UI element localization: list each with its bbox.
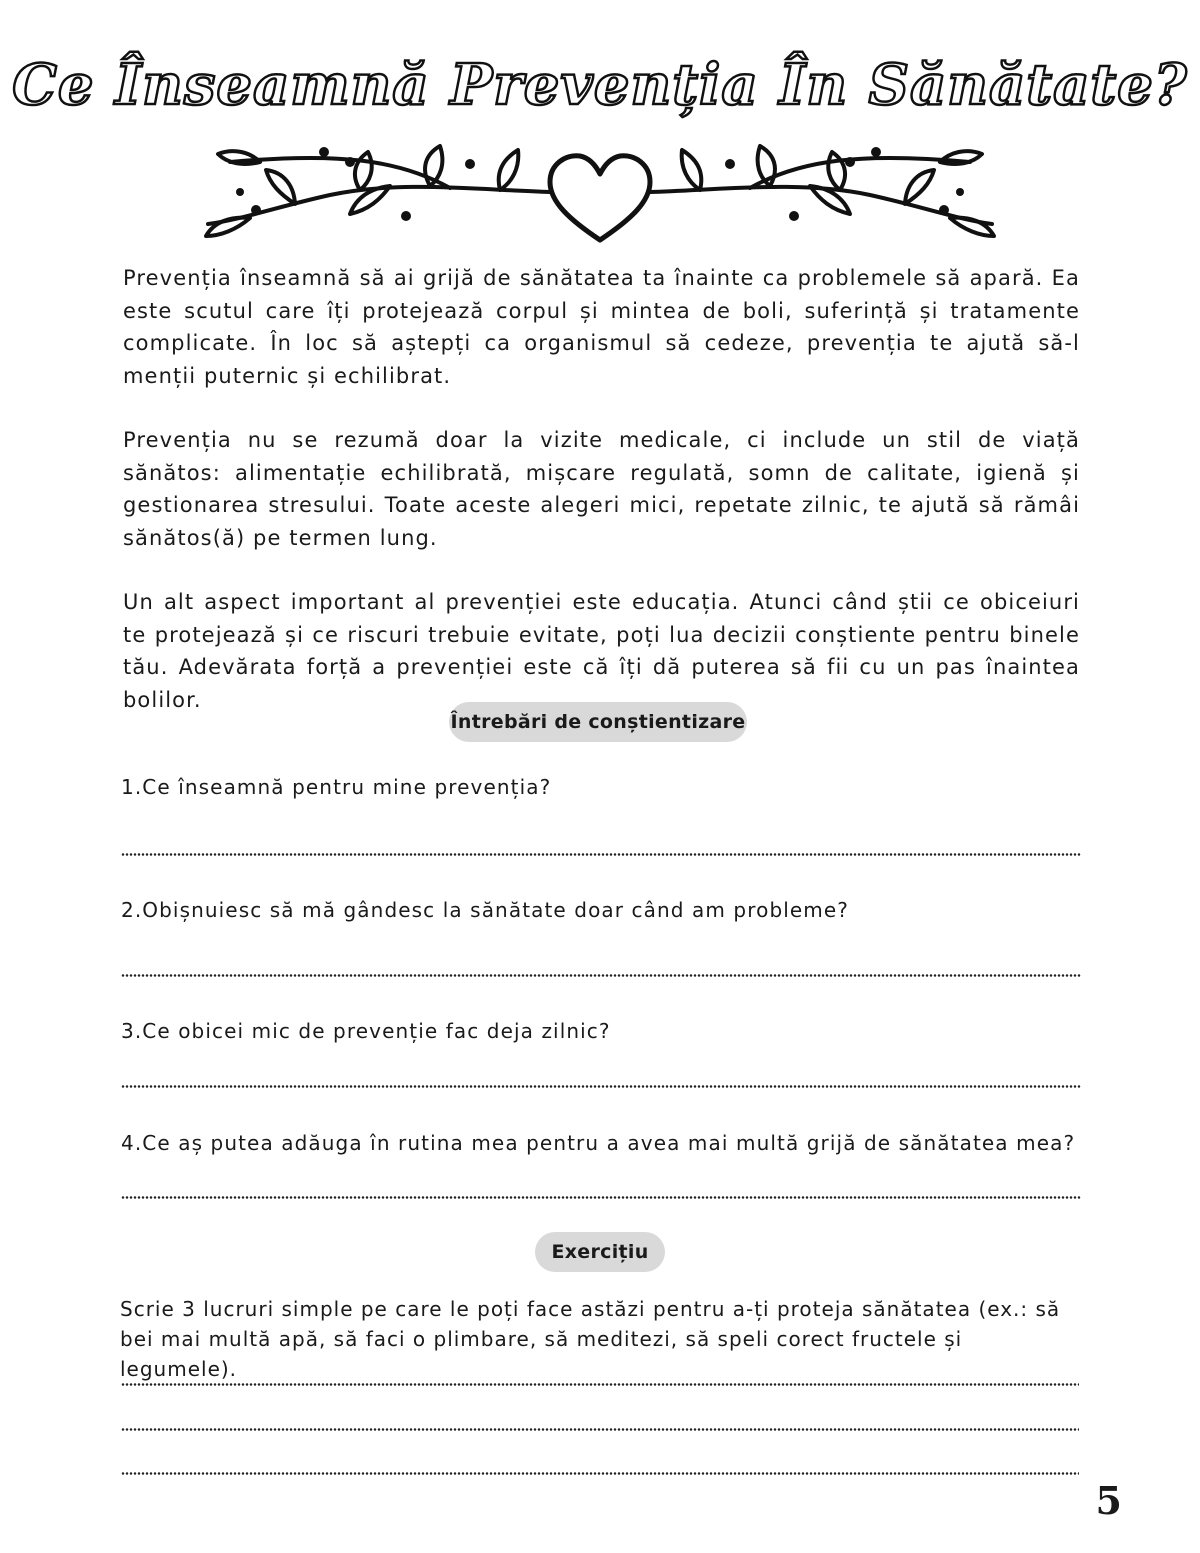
lifestyle-paragraph: Prevenția nu se rezumă doar la vizite medicale, ci include un stil de viață sănătos: alimentație echilibrată, mișcare regulată, somn de calitate, igienă și gestionarea stresului. Toate aceste alegeri mici, repetate zilnic, te ajută să rămâi sănătos(ă) pe termen lung.	[123, 428, 1080, 550]
page-number: 5	[1095, 1478, 1122, 1523]
heart-vine-ornament-icon	[200, 140, 1000, 250]
exercise-line-1[interactable]	[121, 1383, 1079, 1386]
answer-line-2[interactable]	[121, 974, 1081, 977]
answer-line-1[interactable]	[121, 853, 1081, 856]
question-4: 4.Ce aș putea adăuga în rutina mea pentru a avea mai multă grijă de sănătatea mea?	[121, 1131, 1076, 1155]
exercise-instructions: Scrie 3 lucruri simple pe care le poți face astăzi pentru a-ți proteja sănătatea (ex.: să bei mai multă apă, să faci o plimbare, să meditezi, să speli corect fructele și legumele).	[120, 1297, 1061, 1381]
answer-line-4[interactable]	[121, 1196, 1081, 1199]
question-3: 3.Ce obicei mic de prevenție fac deja zilnic?	[121, 1019, 611, 1043]
question-1: 1.Ce înseamnă pentru mine prevenția?	[121, 775, 552, 799]
intro-paragraph: Prevenția înseamnă să ai grijă de sănătatea ta înainte ca problemele să apară. Ea este scutul care îți protejează corpul și mintea de boli, suferință și tratamente complicate. În loc să aștepți ca organismul să cedeze, prevenția te ajută să-l menții puternic și echilibrat.	[123, 266, 1080, 388]
education-paragraph: Un alt aspect important al prevenției este educația. Atunci când știi ce obiceiuri te protejează și ce riscuri trebuie evitate, poți lua decizii conștiente pentru binele tău. Adevărata forță a prevenției este că îți dă puterea să fii cu un pas înaintea bolilor.	[123, 590, 1080, 712]
question-2: 2.Obișnuiesc să mă gândesc la sănătate doar când am probleme?	[121, 898, 850, 922]
questions-section-heading: Întrebări de conștientizare	[449, 702, 747, 742]
answer-line-3[interactable]	[121, 1085, 1081, 1088]
exercise-section-heading: Exercițiu	[535, 1232, 665, 1272]
exercise-line-2[interactable]	[121, 1428, 1079, 1431]
page-title: Ce Înseamnă Prevenția În Sănătate?	[12, 52, 1188, 118]
exercise-line-3[interactable]	[121, 1472, 1079, 1475]
